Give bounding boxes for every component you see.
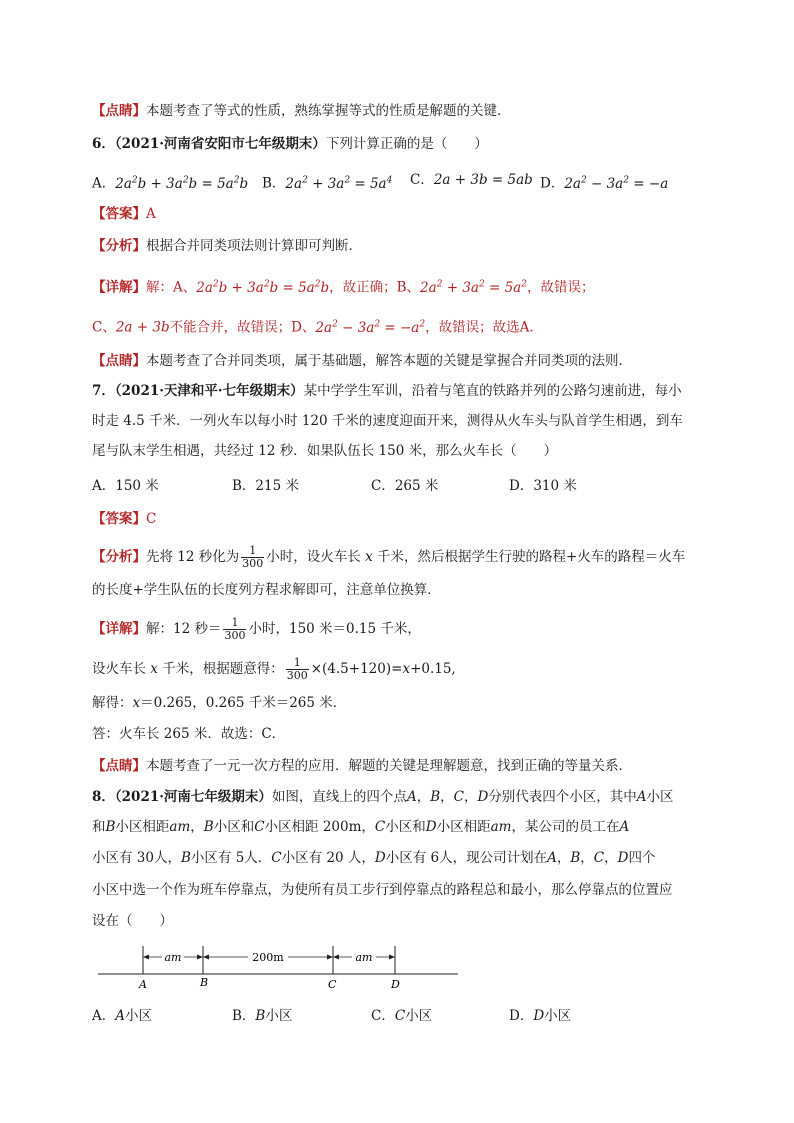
math-var: x: [365, 549, 373, 565]
detail-text: +0.15,: [410, 661, 456, 677]
option-label: A．: [92, 1008, 116, 1024]
option-label: B．: [262, 175, 286, 192]
detail-text: C、: [92, 319, 116, 336]
question-text-part: 小区和: [385, 819, 426, 835]
q7-option-d: D．310 米: [509, 478, 577, 494]
question-text-part: ，: [604, 850, 618, 866]
math-var: C: [453, 789, 464, 805]
question-text-part: 小区有 5人．: [190, 850, 272, 866]
question-7-stem-3: 尾与队末学生相遇，共经过 12 秒．如果队伍长 150 米，那么火车长（ ）: [92, 443, 558, 459]
math-expr: $2a^2b + 3a^2b = 5a^2b$: [196, 279, 330, 296]
comment-tag: 【点睛】: [92, 353, 146, 369]
option-label: B．: [232, 1008, 256, 1024]
fraction-denominator: 300: [286, 669, 308, 682]
analysis-text: 小时，设火车长: [266, 549, 361, 565]
option-label: A．: [92, 175, 116, 192]
question-text-part: 和: [92, 819, 106, 835]
q7-option-a: A．150 米: [92, 478, 159, 494]
detail-text: 不能合并，故错误；D、: [169, 319, 316, 336]
number-line-figure: [98, 944, 468, 994]
question-7-stem: [92, 381, 682, 401]
option-text: 小区: [405, 1008, 433, 1024]
point-label-d: D: [391, 978, 400, 991]
question-text-part: 小区有 20 人，: [281, 850, 375, 866]
question-text-part: 小区相距 200m，: [264, 819, 375, 835]
option-label: D．: [509, 1008, 534, 1024]
comment-block-prev: [92, 101, 511, 121]
math-expr: 2a + 3b = 5ab: [433, 172, 533, 188]
detail-tag: 【详解】: [92, 621, 146, 637]
question-text: [92, 850, 655, 866]
detail-text: ，故错误；故选A．: [425, 319, 543, 336]
math-var: A: [547, 850, 557, 866]
option-text: 小区: [265, 1008, 293, 1024]
math-var: x: [132, 695, 141, 711]
math-var: D: [477, 789, 489, 805]
math-expr: $2a^2 + 3a^2 = 5a^4$: [285, 175, 393, 192]
fraction: [241, 545, 264, 570]
question-8-stem-4: 小区中选一个作为班车停靠点，为使所有员工步行到停靠点的路程总和最小，那么停靠点的位置应: [92, 882, 673, 898]
comment-text: 本题考查了一元一次方程的应用．解题的关键是理解题意，找到正确的等量关系．: [146, 758, 632, 774]
q7-option-b: B．215 米: [232, 478, 299, 494]
question-source: （2021·天津和平·七年级期末）: [114, 383, 304, 399]
fraction-numerator: 1: [241, 545, 264, 558]
comment-text: 本题考查了等式的性质，熟练掌握等式的性质是解题的关键．: [146, 103, 511, 119]
arrowhead: [327, 955, 333, 960]
arrowhead: [333, 955, 339, 960]
q7-detail: [92, 617, 421, 642]
arrowhead: [389, 955, 395, 960]
option-label: C．: [410, 172, 434, 188]
math-var: C: [374, 819, 386, 835]
question-text: 下列计算正确的是（ ）: [325, 136, 488, 152]
math-expr: $2a^2 - 3a^2 = -a$: [564, 175, 669, 192]
question-text-part: ，: [463, 789, 478, 805]
question-number: 7．: [92, 383, 115, 399]
segment-label-ab: am: [164, 951, 182, 964]
math-var: D: [617, 850, 629, 866]
fraction-numerator: 1: [286, 657, 309, 670]
fraction-denominator: 300: [224, 629, 246, 642]
question-text-part: ，: [440, 789, 454, 805]
question-text: [272, 789, 674, 805]
q7-setup: [92, 657, 456, 682]
analysis-tag: 【分析】: [92, 238, 146, 254]
detail-text: 解：12 秒＝: [146, 621, 222, 637]
analysis-text: 千米，然后根据学生行驶的路程+火车的路程＝火车: [376, 549, 686, 565]
segment-label-cd: am: [355, 951, 373, 964]
answer-value: C: [146, 511, 157, 527]
math-var: C: [394, 1008, 406, 1024]
question-source: （2021·河南七年级期末）: [114, 789, 272, 805]
math-var: am: [169, 819, 191, 835]
detail-text: ，故正确；B、: [329, 279, 421, 296]
question-text-part: 小区相距: [115, 819, 170, 835]
math-expr: $2a^2 - 3a^2 = -a^2$: [315, 319, 426, 336]
detail-text: 小时，150 米＝0.15 千米，: [248, 621, 421, 637]
q6-analysis: [92, 236, 362, 256]
detail-tag: 【详解】: [92, 279, 146, 296]
math-expr: $2a^2b + 3a^2b = 5a^2b$: [115, 175, 249, 192]
question-number: 8．: [92, 789, 115, 805]
arrowhead: [197, 955, 203, 960]
math-var: A: [636, 789, 647, 805]
detail-text: ，故错误；: [526, 279, 595, 296]
question-text: [92, 819, 629, 835]
segment-label-bc: 200m: [252, 951, 284, 964]
comment-text: 本题考查了合并同类项，属于基础题，解答本题的关键是掌握合并同类项的法则．: [146, 353, 632, 369]
q8-option-b: [232, 1006, 292, 1026]
answer-tag: 【答案】: [92, 511, 146, 527]
question-text-part: ，某公司的员工在: [511, 819, 620, 835]
math-var: A: [406, 789, 417, 805]
question-text-part: 小区: [646, 789, 674, 805]
math-var: x: [402, 661, 411, 677]
q6-answer: [92, 204, 156, 224]
q7-answer: [92, 509, 156, 529]
q7-comment: [92, 756, 632, 776]
option-label: D．: [540, 175, 565, 192]
question-text-part: 小区和: [213, 819, 255, 835]
option-text: 小区: [544, 1008, 572, 1024]
math-expr: $2a^2 + 3a^2 = 5a^2$: [420, 279, 527, 296]
q8-option-a: [92, 1006, 152, 1026]
q7-option-c: C．265 米: [371, 478, 439, 494]
arrowhead: [143, 955, 149, 960]
math-expr: 2a + 3b: [115, 319, 170, 336]
question-text-part: 如图，直线上的四个点: [271, 789, 407, 805]
math-var: C: [593, 850, 605, 866]
math-var: C: [271, 850, 282, 866]
detail-text: ＝0.265，0.265 千米＝265 米．: [140, 695, 347, 711]
comment-tag: 【点睛】: [92, 103, 146, 119]
analysis-text: 根据合并同类项法则计算即可判断．: [146, 238, 362, 254]
math-var: am: [490, 819, 512, 835]
fraction: [286, 657, 309, 682]
q6-option-d: [540, 170, 668, 194]
point-label-c: C: [328, 978, 337, 991]
math-var: B: [255, 1008, 266, 1024]
question-8-stem-5: 设在（ ）: [92, 913, 173, 929]
answer-tag: 【答案】: [92, 206, 146, 222]
math-var: A: [115, 1008, 125, 1024]
question-8-stem-2: [92, 817, 629, 837]
q7-solve: [92, 693, 346, 713]
math-var: B: [570, 850, 581, 866]
question-8-stem-3: [92, 848, 655, 868]
analysis-tag: 【分析】: [92, 549, 146, 565]
option-label: C．: [371, 1008, 395, 1024]
detail-text: 解：A、: [146, 279, 197, 296]
detail-text: 千米，根据题意得：: [162, 661, 284, 677]
detail-text: 解得：: [92, 695, 133, 711]
question-text-part: ，: [190, 819, 204, 835]
question-number: 6．: [92, 136, 115, 152]
math-var: B: [203, 819, 214, 835]
q8-option-d: [509, 1006, 571, 1026]
q6-option-a: [92, 170, 248, 194]
question-text-part: 小区相距: [436, 819, 491, 835]
q6-detail: [92, 274, 594, 298]
fraction-numerator: 1: [223, 617, 246, 630]
detail-text: 设火车长: [92, 661, 146, 677]
question-text-part: 小区有 30人，: [92, 850, 181, 866]
math-var: A: [619, 819, 630, 835]
comment-tag: 【点睛】: [92, 758, 146, 774]
question-source: （2021·河南省安阳市七年级期末）: [114, 136, 326, 152]
math-var: B: [180, 850, 191, 866]
question-text-part: ，: [556, 850, 571, 866]
point-label-b: B: [200, 976, 209, 989]
analysis-text: 先将 12 秒化为: [146, 549, 240, 565]
detail-text: ×(4.5+120)=: [310, 661, 403, 677]
question-7-stem-2: 时走 4.5 千米．一列火车以每小时 120 千米的速度迎面开来，测得从火车头与队首学生相遇，到车: [92, 413, 683, 429]
math-var: D: [533, 1008, 545, 1024]
question-text-part: 分别代表四个小区，其中: [488, 789, 637, 805]
q7-final: 答：火车长 265 米．故选：C．: [92, 726, 286, 742]
question-8-stem: [92, 787, 674, 807]
option-text: 小区: [125, 1008, 152, 1024]
q7-analysis-2: 的长度+学生队伍的长度列方程求解即可，注意单位换算．: [92, 582, 441, 598]
math-var: B: [105, 819, 116, 835]
q7-analysis: [92, 545, 685, 570]
question-6-stem: [92, 134, 488, 154]
math-var: x: [150, 661, 158, 677]
question-text-part: 四个: [628, 850, 656, 866]
arrowhead: [203, 955, 209, 960]
fraction: [223, 617, 246, 642]
q6-comment: [92, 351, 632, 371]
math-var: D: [374, 850, 386, 866]
question-text-part: ，: [580, 850, 594, 866]
point-label-a: A: [139, 978, 147, 991]
math-var: C: [254, 819, 265, 835]
question-text-part: ，: [416, 789, 431, 805]
q6-option-c: [410, 170, 533, 190]
question-text-part: 小区有 6人，现公司计划在: [385, 850, 548, 866]
q6-option-b: [262, 170, 392, 194]
math-var: D: [425, 819, 437, 835]
q8-option-c: [371, 1006, 432, 1026]
answer-value: A: [146, 206, 156, 222]
question-text: 某中学学生军训，沿着与笔直的铁路并列的公路匀速前进，每小: [303, 383, 682, 399]
q6-detail-2: [92, 314, 543, 338]
math-var: B: [430, 789, 441, 805]
fraction-denominator: 300: [242, 557, 264, 570]
